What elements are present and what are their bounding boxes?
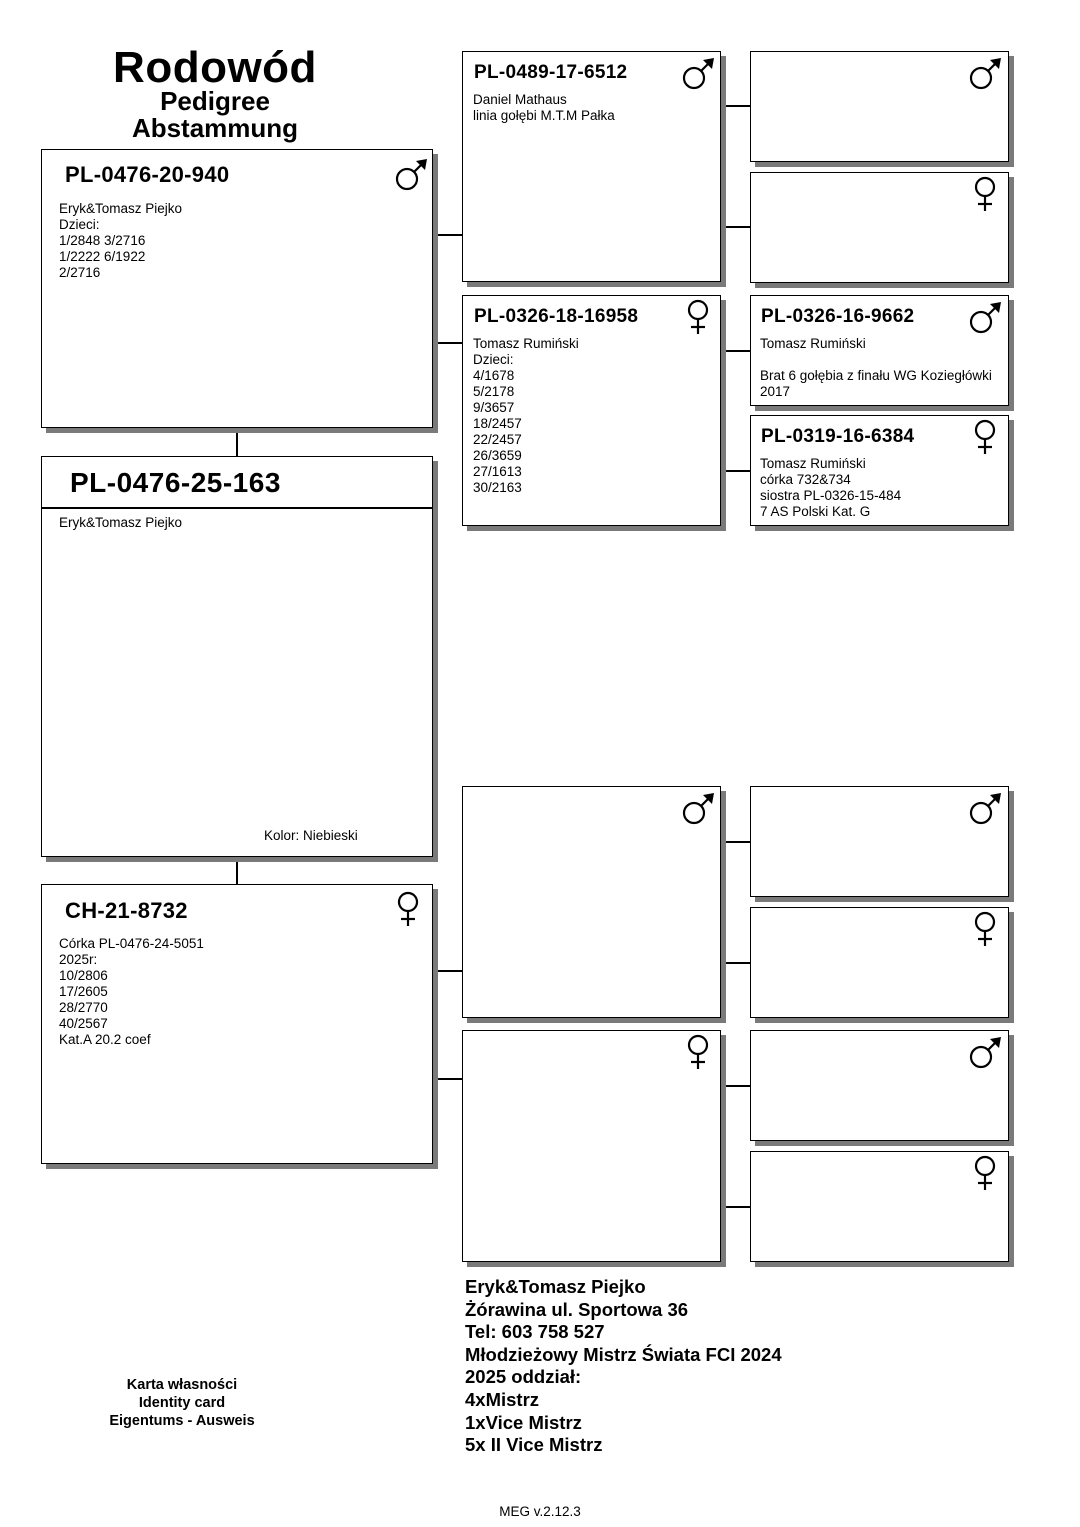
sire-dam-dam-card: [750, 415, 1009, 526]
male-icon: [968, 54, 1004, 92]
title-main: Rodowód: [113, 43, 317, 92]
connector-ss-ssd: [720, 226, 751, 228]
subject-color: Kolor: Niebieski: [264, 828, 358, 843]
owner-achievement-1: 4xMistrz: [465, 1388, 540, 1410]
connector-sire-subject: [236, 427, 238, 457]
sire-ring-number: PL-0476-20-940: [65, 162, 230, 187]
sire-dam-sire-card: [750, 295, 1009, 406]
version-footer: MEG v.2.12.3: [499, 1504, 581, 1519]
sire-dam-dam-info: Tomasz Rumiński córka 732&734 siostra PL-0326-15-484 7 AS Polski Kat. G: [760, 456, 902, 519]
male-icon: [394, 155, 430, 193]
female-icon: [967, 1154, 1003, 1192]
connector-dd-ddd: [720, 1206, 751, 1208]
connector-dd-dds: [720, 1085, 751, 1087]
male-icon: [681, 789, 717, 827]
male-icon: [968, 298, 1004, 336]
card-caption-pl: Karta własności: [126, 1377, 238, 1393]
sire-dam-sire-info: Tomasz Rumiński Brat 6 gołębia z finału WG Koziegłówki 2017: [760, 336, 992, 399]
sire-sire-dam-card: [750, 172, 1009, 283]
sire-dam-info: Tomasz Rumiński Dzieci: 4/1678 5/2178 9/3657 18/2457 22/2457 26/3659 27/1613 30/2163: [473, 336, 579, 495]
sire-dam-sire-ring-number: PL-0326-16-9662: [761, 306, 915, 327]
title-sub-de: Abstammung: [131, 113, 299, 143]
sire-sire-card: [462, 51, 721, 282]
dam-info: Córka PL-0476-24-5051 2025r: 10/2806 17/2605 28/2770 40/2567 Kat.A 20.2 coef: [59, 936, 204, 1047]
dam-dam-card: [462, 1030, 721, 1262]
owner-phone: Tel: 603 758 527: [465, 1321, 605, 1343]
connector-subject-dam: [236, 856, 238, 886]
dam-sire-dam-card: [750, 907, 1009, 1018]
owner-season: 2025 oddział:: [465, 1366, 582, 1388]
identity-card-caption: [92, 1376, 272, 1430]
subject-ring-number: PL-0476-25-163: [70, 467, 281, 498]
owner-achievement-2: 1xVice Mistrz: [465, 1411, 582, 1433]
female-icon: [680, 1033, 716, 1071]
male-icon: [681, 54, 717, 92]
connector-sire-dam: [433, 342, 463, 344]
title-sub-en: Pedigree: [160, 86, 270, 116]
sire-sire-info: Daniel Mathaus linia gołębi M.T.M Pałka: [473, 92, 615, 123]
sire-sire-sire-card: [750, 51, 1009, 162]
connector-ss-sss: [720, 105, 751, 107]
connector-sire-sire: [433, 234, 463, 236]
connector-dam-sire: [433, 970, 463, 972]
dam-dam-dam-card: [750, 1151, 1009, 1262]
sire-info: Eryk&Tomasz Piejko Dzieci: 1/2848 3/2716 1/2222 6/1922 2/2716: [59, 201, 183, 280]
connector-ds-dsd: [720, 962, 751, 964]
dam-ring-number: CH-21-8732: [65, 898, 188, 923]
connector-sd-sds: [720, 350, 751, 352]
sire-dam-ring-number: PL-0326-18-16958: [474, 306, 639, 327]
sire-sire-ring-number: PL-0489-17-6512: [474, 62, 628, 83]
subject-card: [41, 456, 433, 857]
female-icon: [680, 298, 716, 336]
female-icon: [967, 175, 1003, 213]
male-icon: [968, 1033, 1004, 1071]
owner-block: [465, 1276, 782, 1457]
sire-card: [41, 149, 433, 428]
subject-owner: Eryk&Tomasz Piejko: [59, 515, 183, 530]
sire-dam-card: [462, 295, 721, 526]
dam-sire-sire-card: [750, 786, 1009, 897]
owner-name: Eryk&Tomasz Piejko: [465, 1276, 646, 1297]
female-icon: [390, 890, 426, 928]
female-icon: [967, 418, 1003, 456]
connector-ds-dss: [720, 841, 751, 843]
dam-sire-card: [462, 786, 721, 1018]
sire-dam-dam-ring-number: PL-0319-16-6384: [761, 426, 915, 447]
dam-card: [41, 884, 433, 1164]
owner-achievement-3: 5x II Vice Mistrz: [465, 1434, 603, 1456]
owner-title: Młodzieżowy Mistrz Świata FCI 2024: [465, 1343, 782, 1365]
card-caption-en: Identity card: [138, 1395, 226, 1411]
connector-sd-sdd: [720, 470, 751, 472]
pedigree-title: [90, 43, 340, 143]
female-icon: [967, 910, 1003, 948]
dam-dam-sire-card: [750, 1030, 1009, 1141]
male-icon: [968, 789, 1004, 827]
card-caption-de: Eigentums - Ausweis: [109, 1413, 255, 1429]
owner-address: Żórawina ul. Sportowa 36: [465, 1298, 689, 1320]
subject-divider: [42, 507, 432, 509]
connector-dam-dam: [433, 1078, 463, 1080]
